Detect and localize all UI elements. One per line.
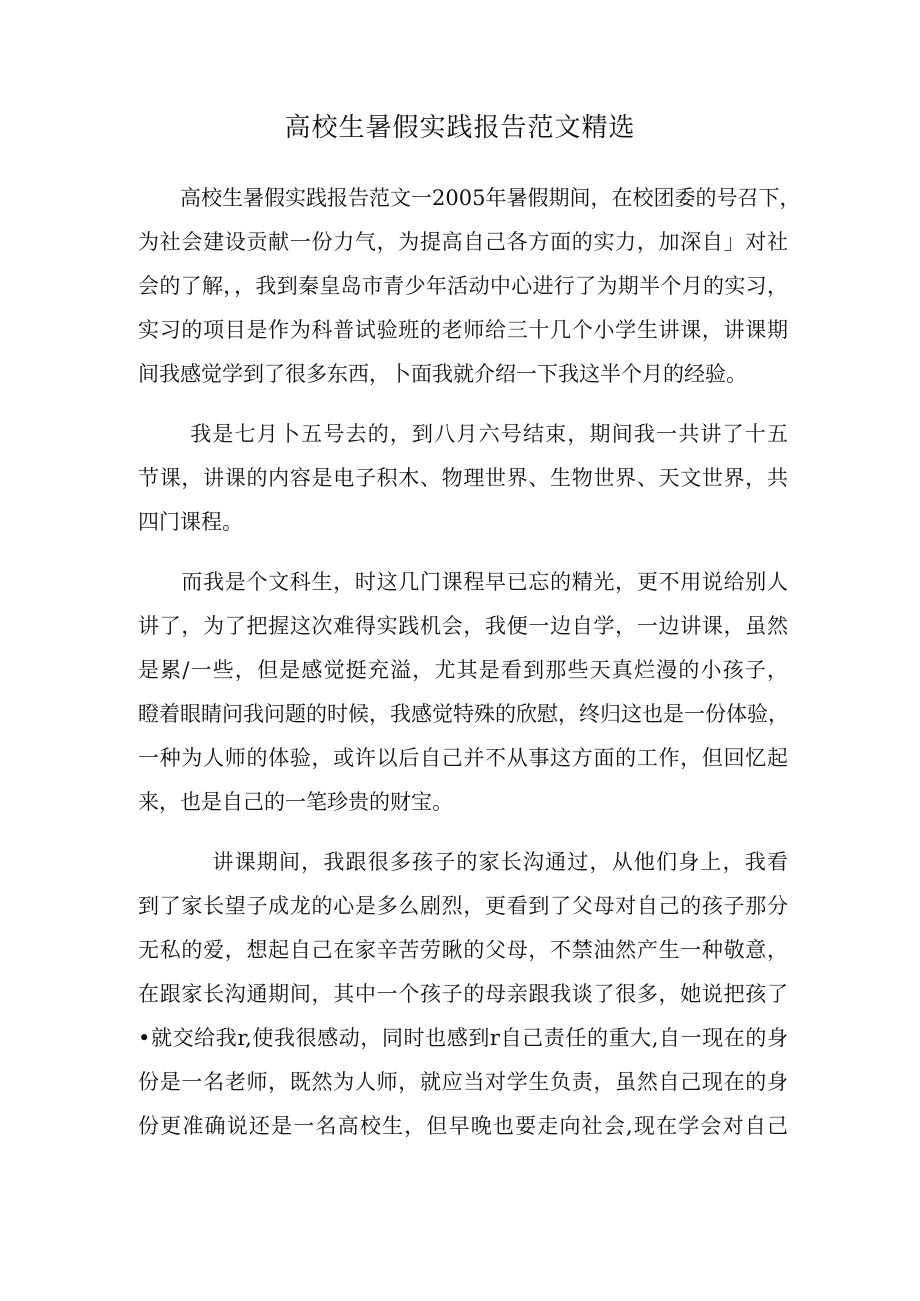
paragraph-line: 为社会建设贡献一份力气，为提高自己各方面的实力，加深自」对社 — [138, 230, 788, 254]
paragraph-line: 节课，讲课的内容是电子积木、物理世界、生物世界、天文世界，共 — [138, 466, 788, 490]
paragraph-line: •就交给我r,使我很感动，同时也感到r自己责任的重大,自一现在的身 — [138, 1026, 788, 1050]
paragraph-line: 一种为人师的体验，或许以后自己并不从事这方面的工作，但回忆起 — [138, 746, 788, 770]
document-title: 高校生暑假实践报告范文精选 — [284, 113, 636, 143]
paragraph-line: 在跟家长沟通期间，其中一个孩子的母亲跟我谈了很多，她说把孩了 — [138, 982, 788, 1006]
paragraph-line: 份是一名老师，既然为人师，就应当对学生负责，虽然自己现在的身 — [138, 1070, 788, 1094]
paragraph-line: 讲了，为了把握这次难得实践机会，我便一边自学，一边讲课，虽然 — [138, 614, 788, 638]
paragraph-line: 瞪着眼睛问我问题的时候，我感觉特殊的欣慰，终归这也是一份体验， — [138, 702, 789, 726]
paragraph-line: 高校生暑假实践报告范文一2005年暑假期间，在校团委的号召下， — [138, 186, 801, 210]
paragraph-3 — [138, 560, 788, 824]
document-body — [138, 176, 801, 1164]
paragraph-line: 四门课程。 — [138, 510, 243, 534]
paragraph-line: 来，也是自己的一笔珍贵的财宝。 — [138, 790, 453, 814]
paragraph-line: 无私的爱，想起自己在家辛苦劳瞅的父母，不禁油然产生一种敬意， — [138, 938, 788, 962]
paragraph-line: 份更准确说还是一名高校生，但早晚也要走向社会,现在学会对自己 — [138, 1114, 788, 1138]
paragraph-line: 是累/一些，但是感觉挺充溢，尤其是看到那些天真烂漫的小孩子， — [138, 658, 788, 682]
paragraph-line: 到了家长望子成龙的心是多么剧烈，更看到了父母对自己的孩子那分 — [138, 894, 788, 918]
paragraph-line: 会的了解，，我到秦皇岛市青少年活动中心进行了为期半个月的实习， — [138, 274, 788, 298]
paragraph-line: 我是七月卜五号去的，到八月六号结束，期间我一共讲了十五 — [138, 422, 788, 446]
paragraph-line: 间我感觉学到了很多东西，卜面我就介绍一下我这半个月的经验。 — [138, 362, 747, 386]
paragraph-1 — [138, 176, 801, 396]
paragraph-line: 而我是个文科生，时这几门课程早已忘的精光，更不用说给别人 — [138, 570, 788, 594]
paragraph-2 — [138, 412, 788, 544]
paragraph-line: 实习的项目是作为科普试验班的老师给三十几个小学生讲课，讲课期 — [138, 318, 788, 342]
paragraph-4 — [138, 840, 788, 1148]
paragraph-line: 讲课期间，我跟很多孩子的家长沟通过，从他们身上，我看 — [138, 850, 788, 874]
